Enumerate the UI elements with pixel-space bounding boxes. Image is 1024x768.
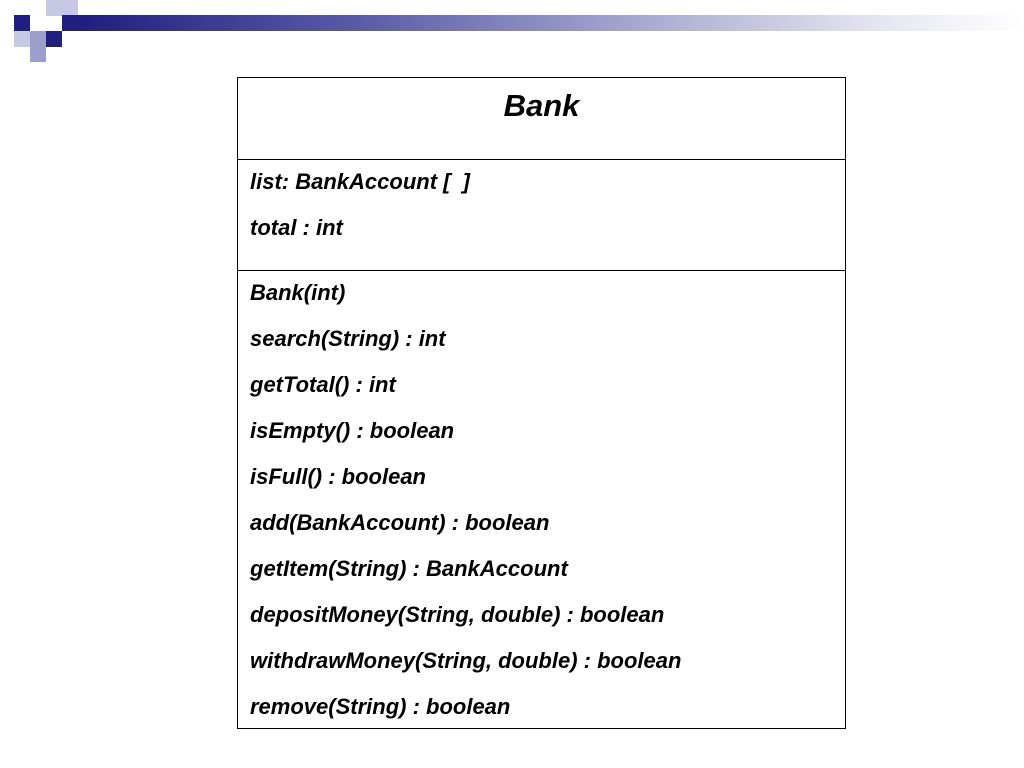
class-name: Bank <box>503 88 580 123</box>
deco-square <box>62 15 78 31</box>
method: getItem(String) : BankAccount <box>250 556 568 581</box>
deco-square <box>46 31 62 47</box>
uml-class-box <box>237 77 846 729</box>
header-gradient-bar <box>78 15 1024 31</box>
attributes-section <box>238 160 845 271</box>
method: depositMoney(String, double) : boolean <box>250 602 665 627</box>
method: isEmpty() : boolean <box>250 418 455 443</box>
method: Bank(int) <box>250 280 346 305</box>
deco-square <box>30 46 46 62</box>
header-decoration <box>0 0 1024 64</box>
attribute: list: BankAccount [ ] <box>250 169 471 194</box>
method: add(BankAccount) : boolean <box>250 510 550 535</box>
methods-section <box>238 271 845 728</box>
method: search(String) : int <box>250 326 446 351</box>
deco-square <box>14 15 30 31</box>
deco-square <box>46 0 62 16</box>
method: getTotal() : int <box>250 372 396 397</box>
deco-square <box>30 31 46 47</box>
deco-square <box>62 0 78 16</box>
method: remove(String) : boolean <box>250 694 511 719</box>
method: isFull() : boolean <box>250 464 426 489</box>
attribute: total : int <box>250 215 343 240</box>
method: withdrawMoney(String, double) : boolean <box>250 648 682 673</box>
class-name-section <box>238 78 845 160</box>
deco-square <box>14 31 30 47</box>
